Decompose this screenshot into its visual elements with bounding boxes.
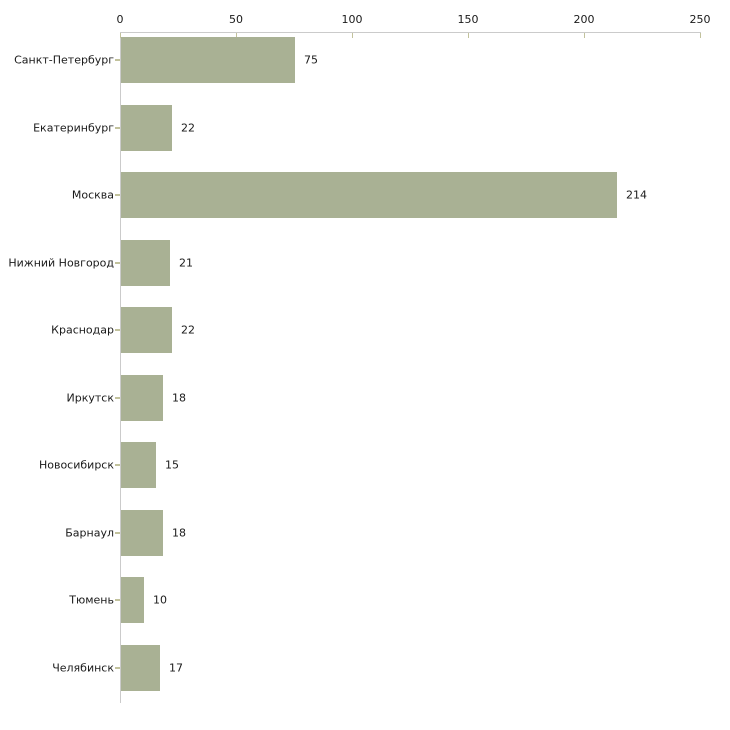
category-tick	[115, 262, 120, 264]
x-axis-tick	[584, 33, 585, 38]
bar	[121, 442, 156, 488]
bar	[121, 307, 172, 353]
category-tick	[115, 329, 120, 331]
category-label: Москва	[71, 188, 114, 202]
value-label: 75	[304, 53, 318, 67]
bar	[121, 510, 163, 556]
category-label: Санкт-Петербург	[14, 53, 114, 67]
category-label: Иркутск	[66, 391, 114, 405]
category-tick	[115, 464, 120, 466]
category-tick	[115, 397, 120, 399]
category-tick	[115, 667, 120, 669]
category-label: Барнаул	[65, 526, 114, 540]
bar	[121, 172, 617, 218]
category-label: Челябинск	[52, 661, 114, 675]
category-label: Нижний Новгород	[8, 256, 114, 270]
bar	[121, 240, 170, 286]
x-axis-line	[120, 32, 701, 33]
category-label: Тюмень	[69, 593, 114, 607]
value-label: 22	[181, 323, 195, 337]
value-label: 22	[181, 121, 195, 135]
x-axis-tick-label: 200	[573, 13, 595, 26]
category-tick	[115, 599, 120, 601]
value-label: 18	[172, 391, 186, 405]
value-label: 18	[172, 526, 186, 540]
category-tick	[115, 127, 120, 129]
category-label: Краснодар	[51, 323, 114, 337]
x-axis-tick	[352, 33, 353, 38]
value-label: 17	[169, 661, 183, 675]
bar	[121, 645, 160, 691]
value-label: 21	[179, 256, 193, 270]
value-label: 214	[626, 188, 647, 202]
value-label: 10	[153, 593, 167, 607]
category-tick	[115, 532, 120, 534]
x-axis-tick-label: 50	[229, 13, 243, 26]
bar	[121, 577, 144, 623]
x-axis-tick	[468, 33, 469, 38]
category-tick	[115, 59, 120, 61]
x-axis-tick-label: 150	[457, 13, 479, 26]
category-label: Новосибирск	[38, 458, 114, 472]
x-axis-tick-label: 0	[116, 13, 124, 26]
x-axis-tick-label: 250	[689, 13, 711, 26]
category-tick	[115, 194, 120, 196]
bar	[121, 375, 163, 421]
x-axis-tick	[700, 33, 701, 38]
value-label: 15	[165, 458, 179, 472]
x-axis-tick-label: 100	[341, 13, 363, 26]
bar	[121, 105, 172, 151]
bar	[121, 37, 295, 83]
category-label: Екатеринбург	[33, 121, 114, 135]
